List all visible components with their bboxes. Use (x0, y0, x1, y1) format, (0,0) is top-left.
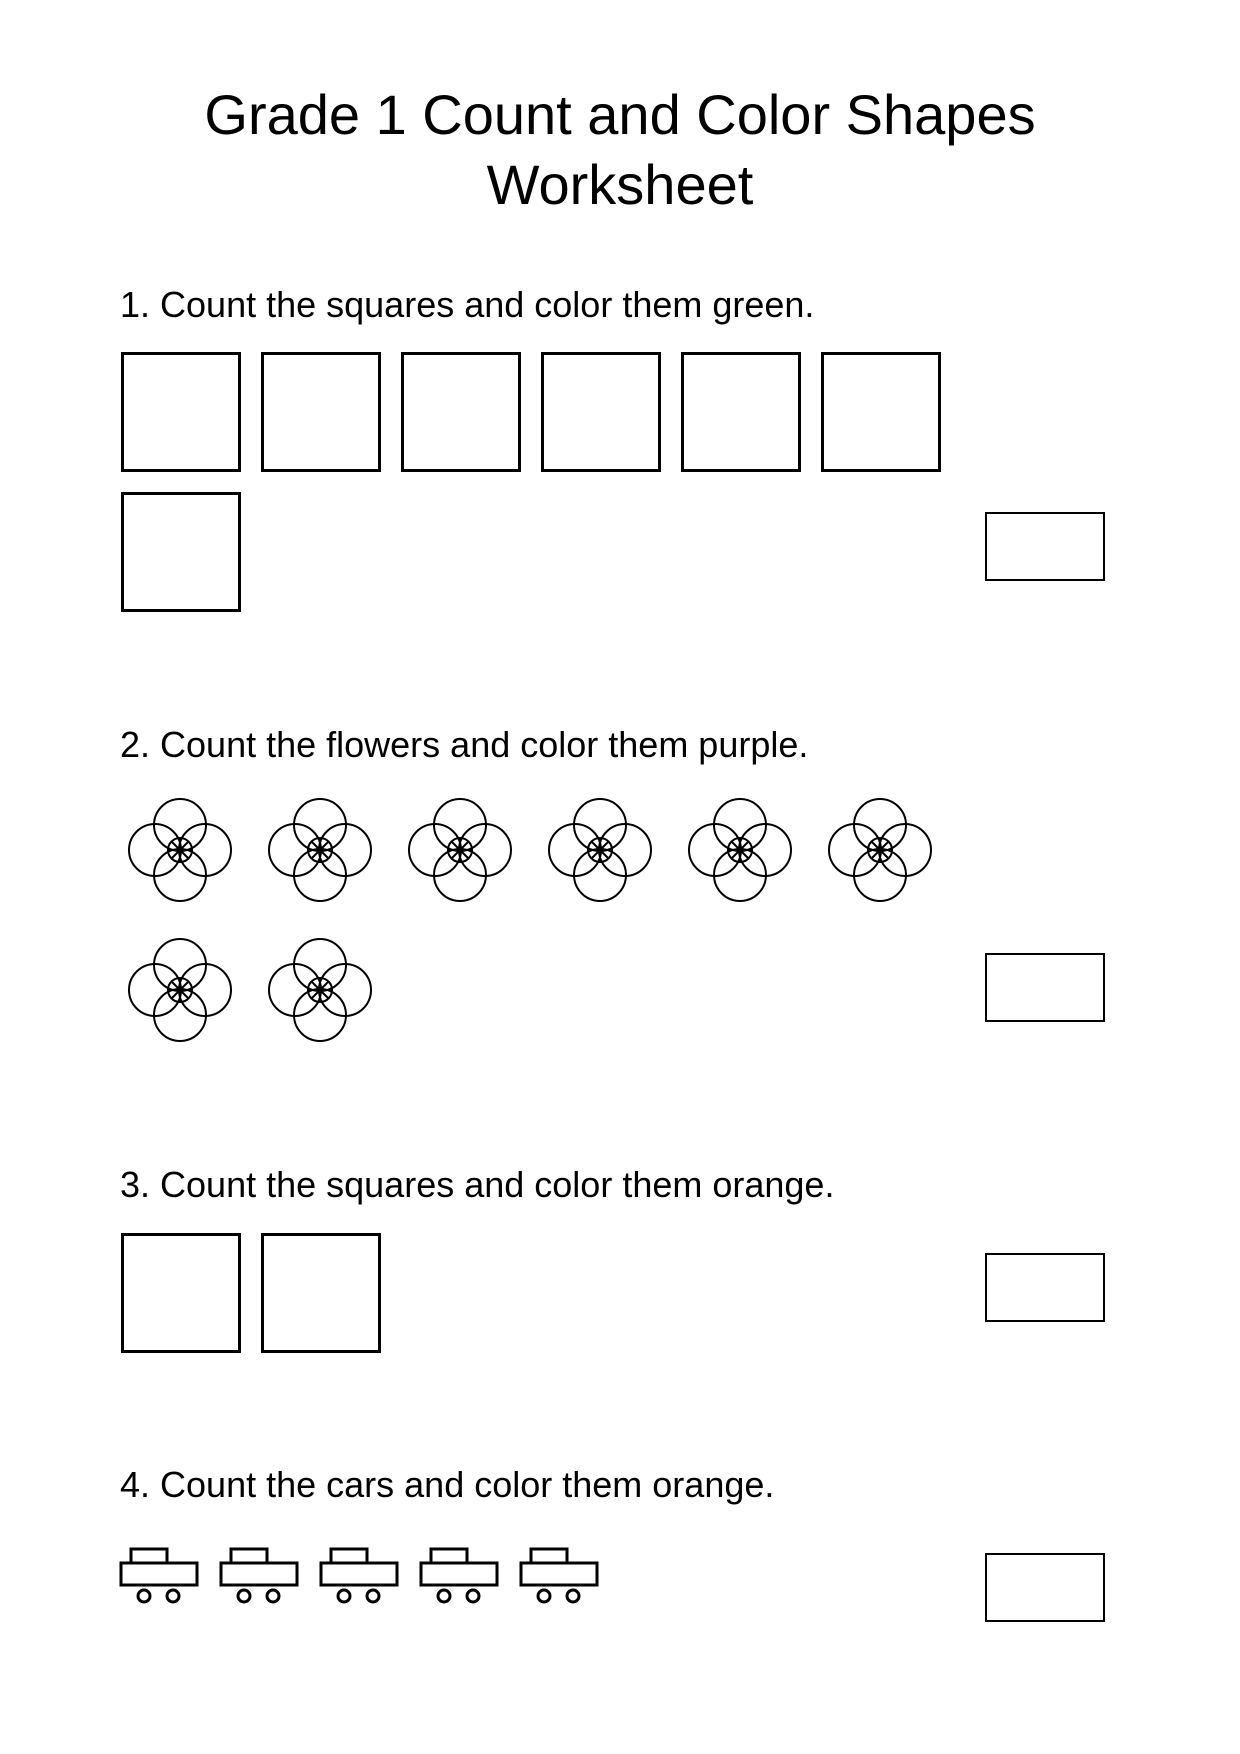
square-shape[interactable] (121, 1233, 241, 1353)
flower-shape[interactable] (549, 799, 651, 901)
square-shape[interactable] (121, 352, 241, 472)
flower-shape[interactable] (829, 799, 931, 901)
question-2-shapes (110, 780, 970, 1070)
question-2-text: 2. Count the flowers and color them purple. (120, 724, 809, 765)
car-shape[interactable] (321, 1549, 397, 1602)
title-line-2: Worksheet (486, 153, 754, 216)
page-title (120, 80, 1120, 220)
car-shape[interactable] (421, 1549, 497, 1602)
flower-shape[interactable] (269, 939, 371, 1041)
square-shape[interactable] (821, 352, 941, 472)
square-shape[interactable] (261, 1233, 381, 1353)
question-4-text: 4. Count the cars and color them orange. (120, 1464, 775, 1505)
square-shape[interactable] (121, 492, 241, 612)
car-shape[interactable] (521, 1549, 597, 1602)
question-4-shapes (115, 1545, 615, 1615)
flower-shape[interactable] (269, 799, 371, 901)
square-shape[interactable] (261, 352, 381, 472)
answer-box-1[interactable] (985, 512, 1105, 581)
flower-shape[interactable] (689, 799, 791, 901)
title-line-1: Grade 1 Count and Color Shapes (204, 83, 1036, 146)
flower-shape[interactable] (129, 799, 231, 901)
question-1-text: 1. Count the squares and color them green. (120, 284, 815, 325)
flower-shape[interactable] (129, 939, 231, 1041)
question-3-text: 3. Count the squares and color them orange. (120, 1164, 835, 1205)
answer-box-3[interactable] (985, 1253, 1105, 1322)
square-shape[interactable] (541, 352, 661, 472)
answer-box-2[interactable] (985, 953, 1105, 1022)
square-shape[interactable] (401, 352, 521, 472)
car-shape[interactable] (121, 1549, 197, 1602)
flower-shape[interactable] (409, 799, 511, 901)
car-shape[interactable] (221, 1549, 297, 1602)
square-shape[interactable] (681, 352, 801, 472)
answer-box-4[interactable] (985, 1553, 1105, 1622)
